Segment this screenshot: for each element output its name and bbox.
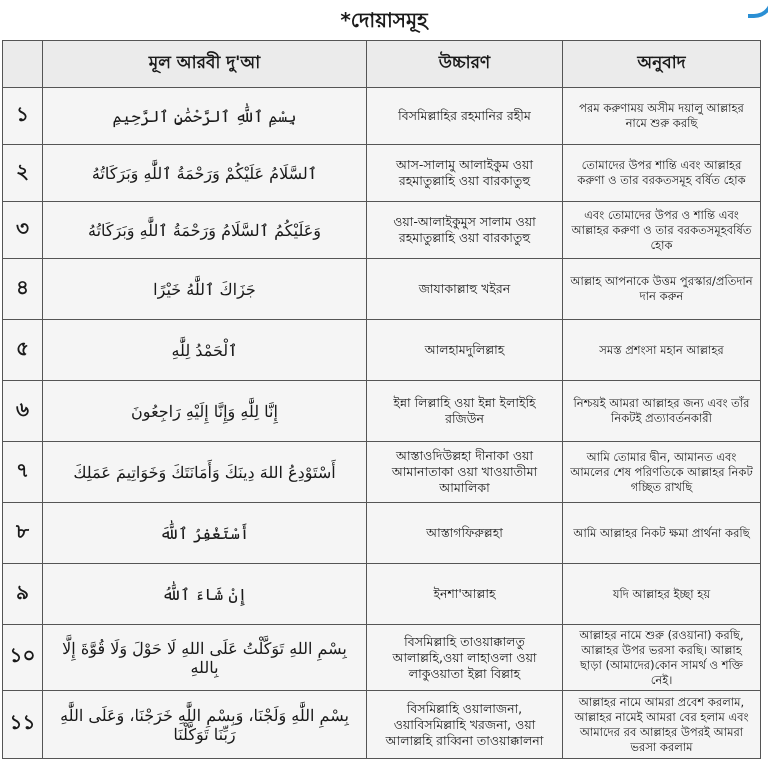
table-row [3, 691, 761, 759]
row-number: ১ [3, 88, 43, 145]
row-number: ৯ [3, 564, 43, 625]
table-row [3, 145, 761, 202]
arabic-text: بِسْمِ اللهِ تَوَكَّلْتُ عَلَى اللهِ لَا حَوْلَ وَلَا قُوَّةَ إِلَّا بِاللهِ [43, 625, 367, 691]
header-translation: অনুবাদ [563, 41, 761, 88]
header-pronunciation: উচ্চারণ [367, 41, 563, 88]
pronunciation-text: বিসমিল্লাহি তাওয়াক্কালতু আলাল্লহি,ওয়া লাহাওলা ওয়া লাকুওয়াতা ইল্লা বিল্লাহ [367, 625, 563, 691]
row-number: ৫ [3, 320, 43, 381]
pronunciation-text: জাযাকাল্লাহু খইরন [367, 259, 563, 320]
row-number: ৭ [3, 442, 43, 503]
header-row [3, 41, 761, 88]
arabic-text: بِسْمِ ٱللَّٰهِ ٱلرَّحْمَٰنِ ٱلرَّحِيمِ [43, 88, 367, 145]
row-number: ১০ [3, 625, 43, 691]
pronunciation-text: আস্তাগফিরুল্লহা [367, 503, 563, 564]
table-row [3, 503, 761, 564]
arabic-text: جَزَاكَ ٱللَّٰهُ خَيْرًا [43, 259, 367, 320]
table-row [3, 202, 761, 259]
translation-text: আল্লাহ আপনাকে উত্তম পুরস্কার/প্রতিদান দান করুন [563, 259, 761, 320]
header-arabic: মূল আরবী দু'আ [43, 41, 367, 88]
translation-text: সমস্ত প্রশংসা মহান আল্লাহর [563, 320, 761, 381]
pronunciation-text: আলহামদুলিল্লাহ [367, 320, 563, 381]
arabic-text: ٱلسَّلَامُ عَلَيْكُمْ وَرَحْمَةُ ٱللَّٰهِ وَبَرَكَاتُهُ [43, 145, 367, 202]
table-row [3, 625, 761, 691]
translation-text: আমি তোমার দ্বীন, আমানত এবং আমলের শেষ পরিণতিকে আল্লাহর নিকট গচ্ছিত রাখছি [563, 442, 761, 503]
arabic-text: بِسْمِ اللَّٰهِ وَلَجْنَا، وَبِسْمِ اللَّٰهِ خَرَجْنَا، وَعَلَى اللَّٰهِ رَبِّنَا تَوَكَّلْنَا [43, 691, 367, 759]
duas-table [2, 40, 761, 759]
arabic-text: أَسْتَوْدِعُ اللهَ دِينَكَ وَأَمَانَتَكَ وَخَوَاتِيمَ عَمَلِكَ [43, 442, 367, 503]
table-row [3, 320, 761, 381]
header-number [3, 41, 43, 88]
translation-text: আল্লাহর নামে শুরু (রওয়ানা) করছি, আল্লাহর উপর ভরসা করছি। আল্লাহ ছাড়া (আমাদের)কোন সামর্থ ও শক্তি নেই। [563, 625, 761, 691]
table-row [3, 381, 761, 442]
translation-text: এবং তোমাদের উপর ও শান্তি এবং আল্লাহর করুণা ও তার বরকতসমূহবর্ষিত হোক [563, 202, 761, 259]
arabic-text: أَسْتَغْفِرُ ٱللَّٰهَ [43, 503, 367, 564]
pronunciation-text: আস-সালামু আলাইকুম ওয়া রহমাতুল্লাহি ওয়া বারকাতুহু [367, 145, 563, 202]
translation-text: যদি আল্লাহর ইচ্ছা হয় [563, 564, 761, 625]
arabic-text: إِنْ شَاءَ ٱللَّٰهُ [43, 564, 367, 625]
translation-text: আমি আল্লাহর নিকট ক্ষমা প্রার্থনা করছি [563, 503, 761, 564]
row-number: ১১ [3, 691, 43, 759]
table-row [3, 259, 761, 320]
arabic-text: وَعَلَيْكُمُ ٱلسَّلَامُ وَرَحْمَةُ ٱللَّٰهِ وَبَرَكَاتُهُ [43, 202, 367, 259]
pronunciation-text: আস্তাওদিউল্লহা দীনাকা ওয়া আমানাতাকা ওয়া খাওয়াতীমা আমালিকা [367, 442, 563, 503]
pronunciation-text: ইনশা'আল্লাহ [367, 564, 563, 625]
row-number: ২ [3, 145, 43, 202]
arabic-text: إِنَّا لِلَّٰهِ وَإِنَّا إِلَيْهِ رَاجِعُونَ [43, 381, 367, 442]
pronunciation-text: বিসমিল্লাহি ওয়ালাজনা, ওয়াবিসমিল্লাহি খরজনা, ওয়া আলাল্লহি রাব্বিনা তাওয়াক্কালনা [367, 691, 563, 759]
pronunciation-text: ওয়া-আলাইকুমুস সালাম ওয়া রহমাতুল্লাহি ওয়া বারকাতুহু [367, 202, 563, 259]
pronunciation-text: ইন্না লিল্লাহি ওয়া ইন্না ইলাইহি রজিউন [367, 381, 563, 442]
translation-text: পরম করুণাময় অসীম দয়ালু আল্লাহর নামে শুরু করছি [563, 88, 761, 145]
row-number: ৮ [3, 503, 43, 564]
translation-text: তোমাদের উপর শান্তি এবং আল্লাহর করুণা ও তার বরকতসমূহ বর্ষিত হোক [563, 145, 761, 202]
table-row [3, 442, 761, 503]
row-number: ৩ [3, 202, 43, 259]
pronunciation-text: বিসমিল্লাহির রহমানির রহীম [367, 88, 563, 145]
table-row [3, 88, 761, 145]
row-number: ৬ [3, 381, 43, 442]
translation-text: আল্লাহর নামে আমরা প্রবেশ করলাম, আল্লাহর নামেই আমরা বের হলাম এবং আমাদের রব আল্লাহর উপরই আমরা ভরসা করলাম [563, 691, 761, 759]
translation-text: নিশ্চয়ই আমরা আল্লাহর জন্য এবং তাঁর নিকটই প্রত্যাবর্তনকারী [563, 381, 761, 442]
arabic-text: ٱلْحَمْدُ لِلَّٰهِ [43, 320, 367, 381]
page-title: *দোয়াসমূহ [340, 8, 428, 32]
table-row [3, 564, 761, 625]
row-number: ৪ [3, 259, 43, 320]
